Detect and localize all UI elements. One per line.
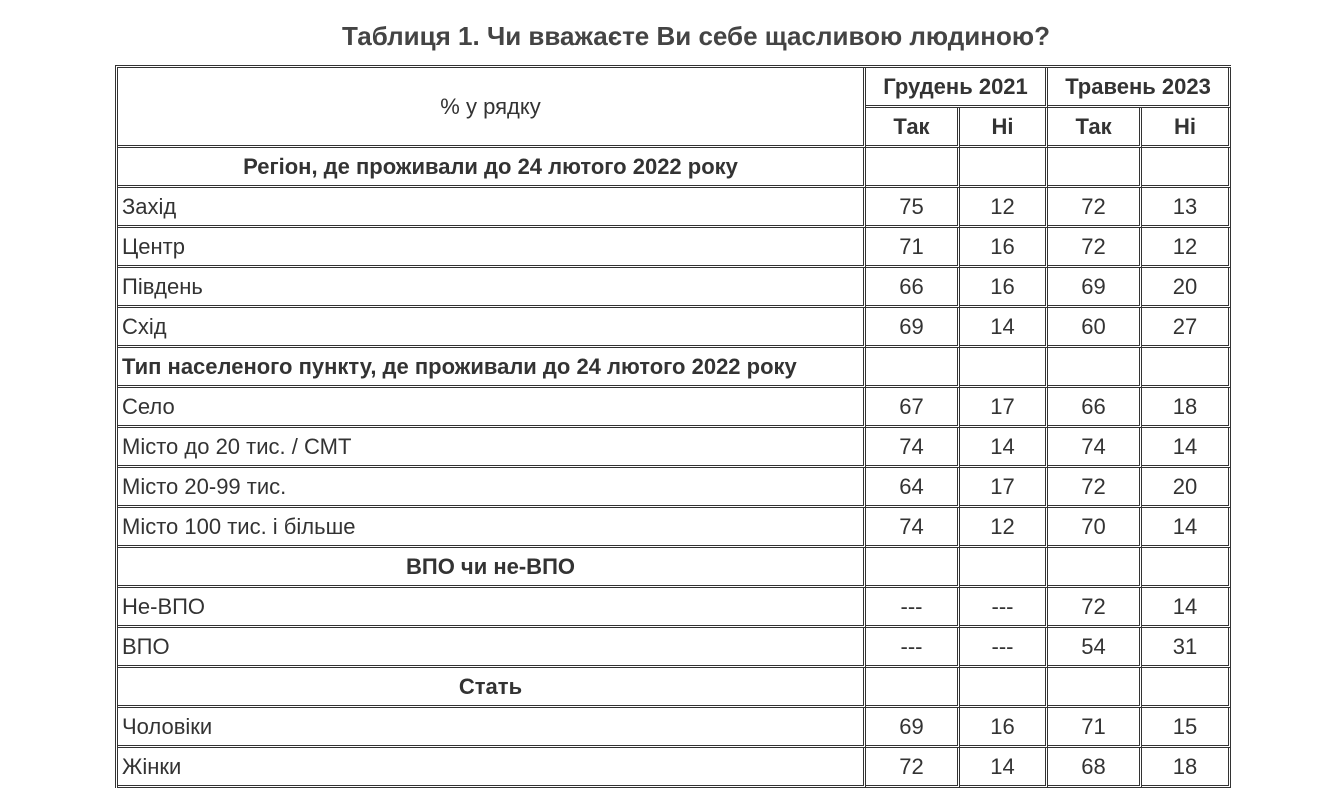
cell-yes-2021: 74 [866,508,960,548]
cell-no-2021: 14 [960,308,1048,348]
section-empty-cell [1048,348,1142,388]
cell-yes-2021: 69 [866,308,960,348]
section-title: Стать [118,668,866,708]
cell-no-2023: 18 [1142,748,1231,788]
row-label: Чоловіки [118,708,866,748]
cell-yes-2021: 75 [866,188,960,228]
cell-no-2021: 12 [960,188,1048,228]
cell-no-2023: 31 [1142,628,1231,668]
cell-no-2021: 17 [960,388,1048,428]
table-row [118,588,1231,628]
cell-no-2021: 12 [960,508,1048,548]
section-empty-cell [866,348,960,388]
cell-no-2023: 18 [1142,388,1231,428]
cell-yes-2021: 74 [866,428,960,468]
section-empty-cell [960,668,1048,708]
section-empty-cell [1048,548,1142,588]
section-empty-cell [1142,668,1231,708]
cell-yes-2023: 60 [1048,308,1142,348]
header-row-periods [118,68,1231,108]
cell-yes-2021: 64 [866,468,960,508]
header-no-2021: Ні [960,108,1048,148]
section-empty-cell [960,348,1048,388]
header-yes-2021: Так [866,108,960,148]
section-row [118,148,1231,188]
cell-no-2023: 14 [1142,508,1231,548]
table-row [118,228,1231,268]
header-period-may-2023: Травень 2023 [1048,68,1231,108]
cell-yes-2023: 68 [1048,748,1142,788]
cell-no-2023: 14 [1142,588,1231,628]
cell-yes-2023: 66 [1048,388,1142,428]
section-empty-cell [960,548,1048,588]
cell-no-2023: 20 [1142,468,1231,508]
happiness-table-container [115,65,1228,788]
table-row [118,628,1231,668]
section-empty-cell [866,548,960,588]
cell-yes-2023: 69 [1048,268,1142,308]
cell-no-2021: 14 [960,748,1048,788]
cell-yes-2021: 69 [866,708,960,748]
cell-no-2021: 16 [960,268,1048,308]
section-row [118,668,1231,708]
section-empty-cell [1048,668,1142,708]
cell-yes-2021: --- [866,628,960,668]
cell-yes-2023: 72 [1048,468,1142,508]
cell-yes-2021: 67 [866,388,960,428]
section-empty-cell [1048,148,1142,188]
section-empty-cell [1142,148,1231,188]
section-title: Регіон, де проживали до 24 лютого 2022 року [118,148,866,188]
row-label: Захід [118,188,866,228]
cell-no-2021: 16 [960,228,1048,268]
table-row [118,268,1231,308]
cell-yes-2021: --- [866,588,960,628]
header-corner-cell: % у рядку [118,68,866,148]
cell-yes-2023: 72 [1048,588,1142,628]
table-row [118,388,1231,428]
section-title: ВПО чи не-ВПО [118,548,866,588]
header-no-2023: Ні [1142,108,1231,148]
cell-yes-2021: 71 [866,228,960,268]
section-row [118,348,1231,388]
row-label: Не-ВПО [118,588,866,628]
row-label: ВПО [118,628,866,668]
table-row [118,468,1231,508]
section-empty-cell [1142,348,1231,388]
cell-no-2023: 27 [1142,308,1231,348]
cell-yes-2021: 66 [866,268,960,308]
cell-no-2023: 12 [1142,228,1231,268]
section-empty-cell [1142,548,1231,588]
row-label: Місто 20-99 тис. [118,468,866,508]
cell-yes-2021: 72 [866,748,960,788]
cell-no-2023: 13 [1142,188,1231,228]
section-row [118,548,1231,588]
happiness-table [115,65,1231,788]
table-row [118,308,1231,348]
table-row [118,188,1231,228]
cell-no-2023: 20 [1142,268,1231,308]
table-row [118,748,1231,788]
section-empty-cell [960,148,1048,188]
header-yes-2023: Так [1048,108,1142,148]
row-label: Центр [118,228,866,268]
header-period-dec-2021: Грудень 2021 [866,68,1048,108]
cell-yes-2023: 70 [1048,508,1142,548]
cell-yes-2023: 54 [1048,628,1142,668]
row-label: Село [118,388,866,428]
cell-no-2021: 17 [960,468,1048,508]
page-title: Таблиця 1. Чи вважаєте Ви себе щасливою людиною? [342,21,1050,51]
table-row [118,508,1231,548]
cell-yes-2023: 71 [1048,708,1142,748]
section-empty-cell [866,148,960,188]
section-empty-cell [866,668,960,708]
row-label: Схід [118,308,866,348]
cell-no-2021: --- [960,588,1048,628]
cell-yes-2023: 72 [1048,228,1142,268]
cell-no-2023: 15 [1142,708,1231,748]
table-body [118,68,1231,788]
cell-yes-2023: 72 [1048,188,1142,228]
cell-yes-2023: 74 [1048,428,1142,468]
section-title: Тип населеного пункту, де проживали до 24 лютого 2022 року [118,348,866,388]
table-row [118,708,1231,748]
cell-no-2021: --- [960,628,1048,668]
table-row [118,428,1231,468]
row-label: Місто до 20 тис. / СМТ [118,428,866,468]
row-label: Жінки [118,748,866,788]
cell-no-2021: 14 [960,428,1048,468]
cell-no-2021: 16 [960,708,1048,748]
row-label: Місто 100 тис. і більше [118,508,866,548]
cell-no-2023: 14 [1142,428,1231,468]
row-label: Південь [118,268,866,308]
